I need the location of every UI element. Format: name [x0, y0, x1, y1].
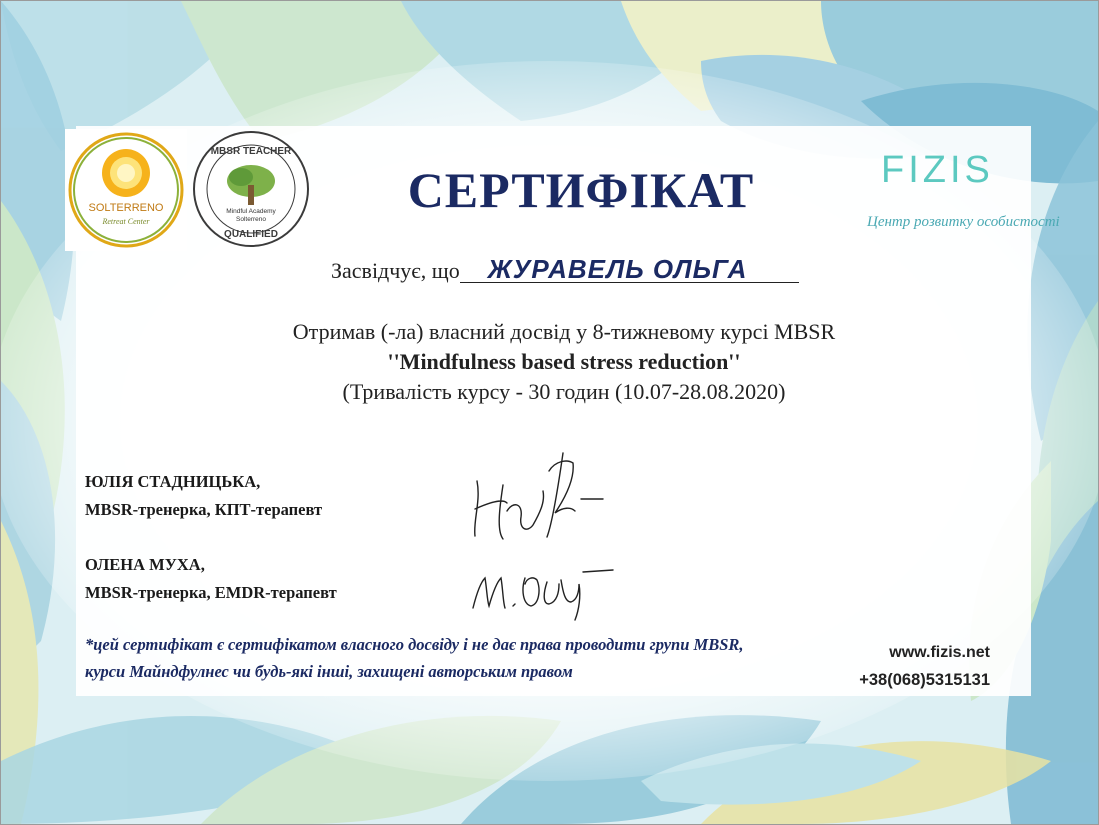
course-name: ''Mindfulness based stress reduction'': [387, 349, 741, 374]
solterreno-logo-subtext: Retreat Center: [102, 217, 150, 226]
phone-number: +38(068)5315131: [859, 671, 990, 689]
signature-2: [463, 556, 633, 626]
fizis-logo: FIZIS: [881, 149, 994, 191]
disclaimer-text: *цей сертифікат є сертифікатом власного досвіду і не дає права проводити групи MBSR, курси Майндфулнес чи будь-які інші, захищені авторським правом: [85, 635, 744, 681]
certificate-title: СЕРТИФІКАТ: [407, 162, 755, 218]
leaf-frame-decoration: [1, 1, 1098, 824]
attests-prefix: Засвідчує, що: [331, 258, 460, 283]
course-line: Отримав (-ла) власний досвід у 8-тижневому курсі MBSR: [292, 319, 836, 344]
mbsr-logo-top-text: MBSR TEACHER: [210, 146, 292, 157]
website-link[interactable]: www.fizis.net: [889, 644, 990, 661]
signer-1-role: MBSR-тренерка, КПТ-терапевт: [85, 500, 323, 519]
recipient-name: ЖУРАВЕЛЬ ОЛЬГА: [460, 256, 800, 283]
fizis-tagline: Центр розвитку особистості: [867, 214, 1060, 230]
mbsr-logo-mid-text: Mindful Academy: [226, 208, 276, 215]
mbsr-logo-bottom-text: QUALIFIED: [224, 229, 278, 240]
mbsr-logo-mid-text-2: Solterreno: [236, 216, 266, 223]
signer-1: [85, 468, 322, 524]
course-duration: (Тривалість курсу - 30 годин (10.07-28.08.2020): [342, 379, 786, 404]
solterreno-logo-text: SOLTERRENO: [88, 202, 164, 214]
signer-2-role: MBSR-тренерка, EMDR-терапевт: [85, 583, 337, 602]
signer-2: [85, 551, 337, 607]
course-info: [1, 317, 1099, 407]
signature-1: [463, 441, 613, 551]
signer-1-name: ЮЛІЯ СТАДНИЦЬКА,: [85, 472, 261, 491]
attests-line: [331, 256, 799, 284]
signer-2-name: ОЛЕНА МУХА,: [85, 555, 205, 574]
